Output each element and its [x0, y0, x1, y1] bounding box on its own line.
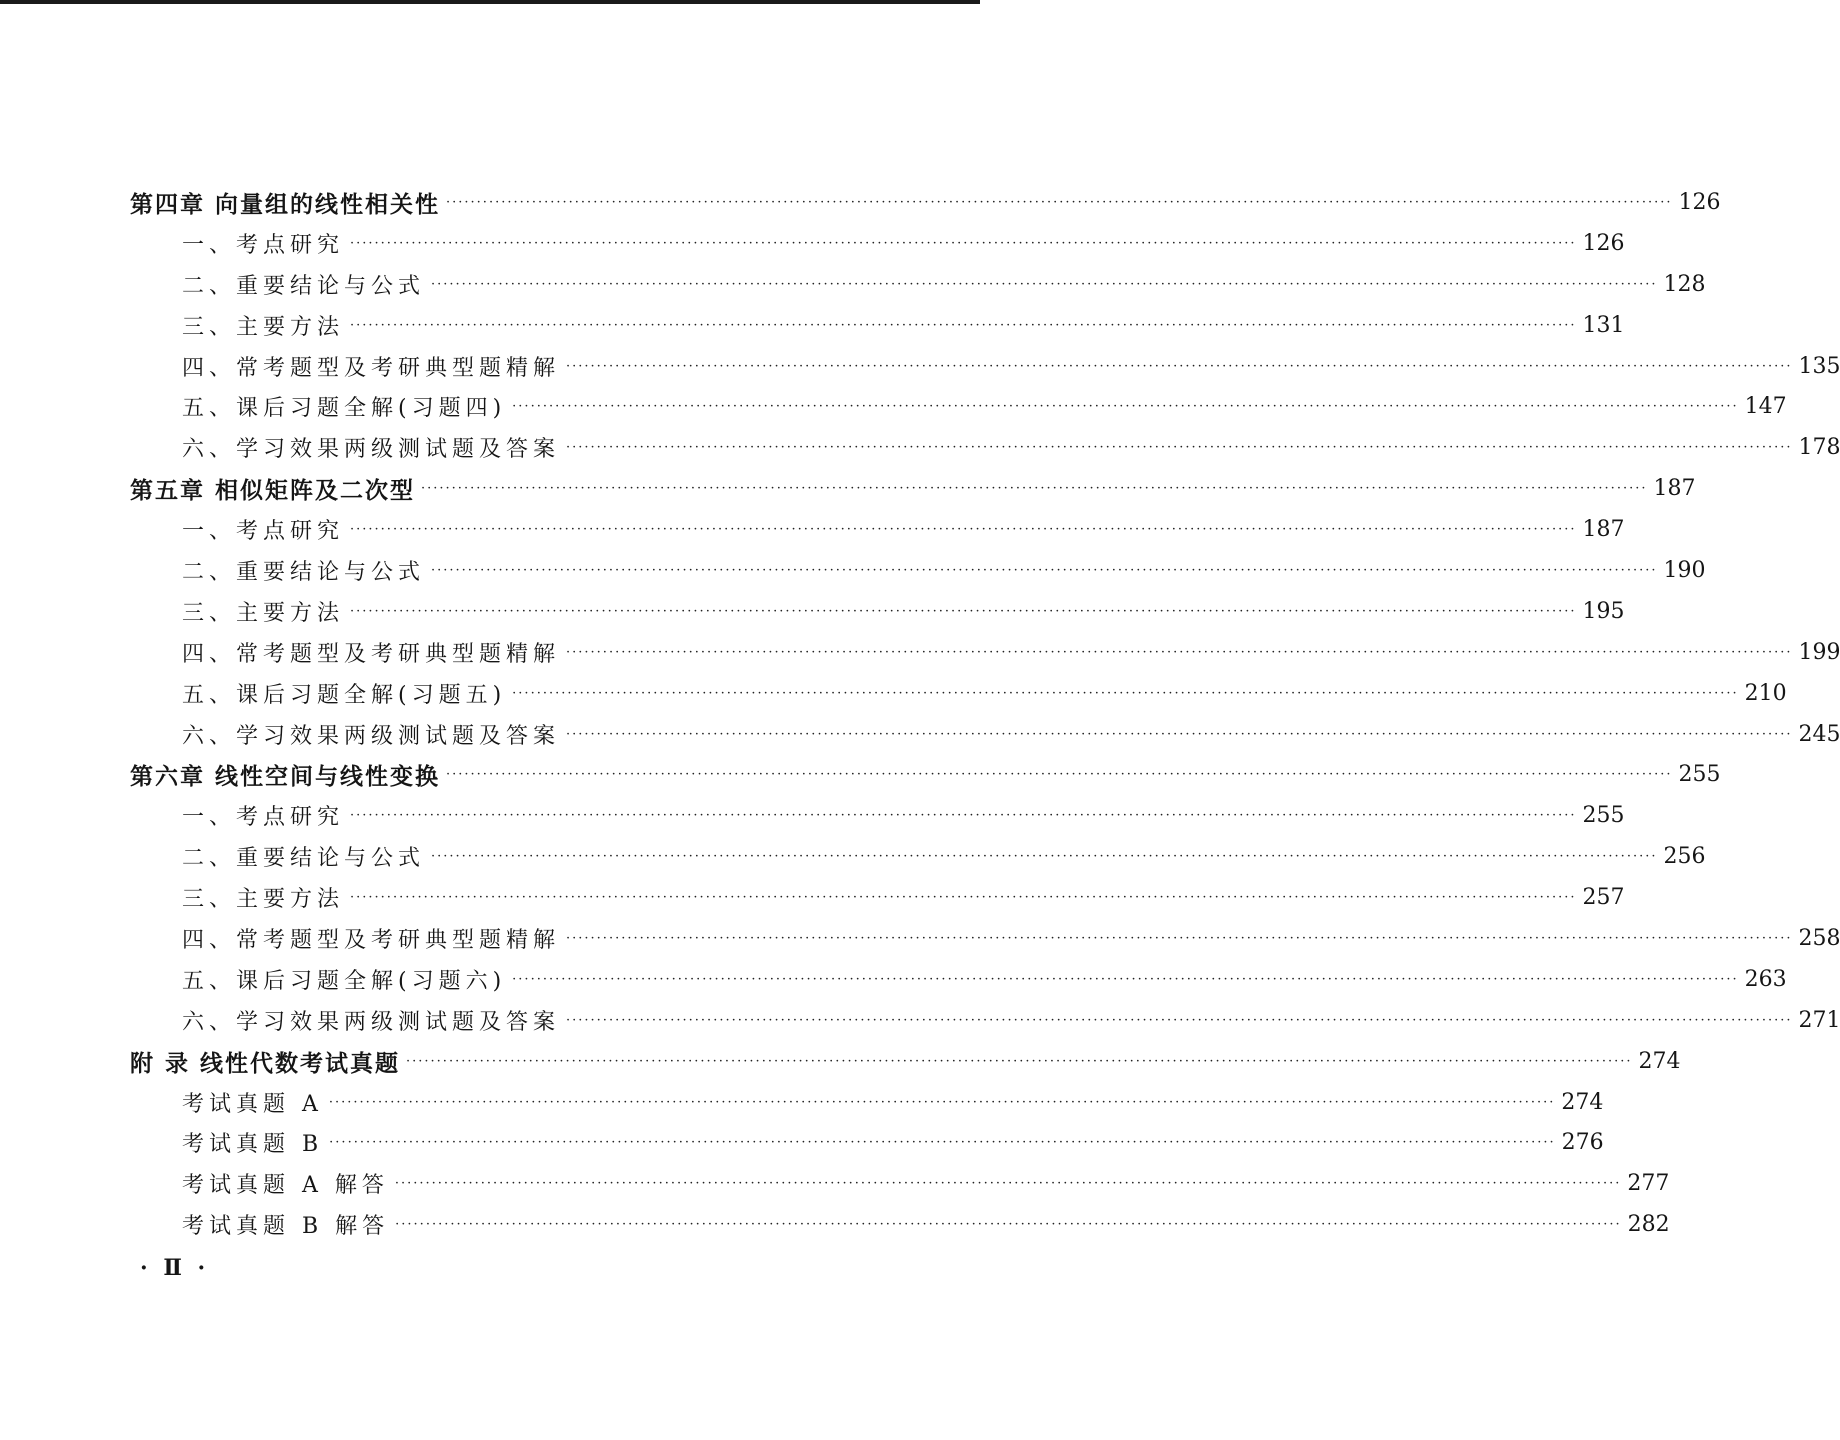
- toc-page-number: 255: [1678, 762, 1721, 788]
- toc-chapter-entry[interactable]: [130, 1041, 1681, 1082]
- dot-leader: ········································································································································································································: [329, 1135, 1556, 1151]
- toc-entry-title: 六、学习效果两级测试题及答案: [182, 723, 561, 749]
- toc-entry-title: 考试真题 B 解答: [182, 1214, 390, 1240]
- toc-section-entry[interactable]: [130, 795, 1625, 836]
- toc-page-number: 276: [1561, 1130, 1604, 1156]
- toc-section-entry[interactable]: [130, 1082, 1604, 1123]
- dot-leader: ········································································································································································································: [431, 849, 1658, 865]
- toc-entry-title: 六、学习效果两级测试题及答案: [182, 437, 561, 463]
- dot-leader: ········································································································································································································: [512, 971, 1739, 987]
- toc-page-number: 147: [1744, 394, 1787, 420]
- toc-section-entry[interactable]: [130, 1163, 1670, 1204]
- toc-entry-title: 四、常考题型及考研典型题精解: [182, 927, 561, 953]
- toc-page-number: 210: [1744, 680, 1787, 706]
- toc-page-number: 245: [1798, 721, 1840, 747]
- page-number-footer: · Ⅱ ·: [140, 1255, 210, 1281]
- dot-leader: ········································································································································································································: [350, 808, 1577, 824]
- toc-page-number: 256: [1663, 844, 1706, 870]
- toc-chapter-entry[interactable]: [130, 468, 1696, 509]
- toc-page-number: 263: [1744, 966, 1787, 992]
- dot-leader: ········································································································································································································: [566, 726, 1793, 742]
- toc-page-number: 178: [1798, 435, 1840, 461]
- top-border-rule: [0, 0, 980, 4]
- toc-page-number: 277: [1627, 1171, 1670, 1197]
- dot-leader: ········································································································································································································: [566, 930, 1793, 946]
- toc-section-entry[interactable]: [130, 550, 1706, 591]
- toc-entry-title: 第六章 线性空间与线性变换: [130, 763, 441, 791]
- toc-section-entry[interactable]: [130, 1000, 1840, 1041]
- toc-entry-title: 附 录 线性代数考试真题: [130, 1049, 401, 1077]
- dot-leader: ········································································································································································································: [566, 644, 1793, 660]
- toc-section-entry[interactable]: [130, 918, 1840, 959]
- toc-page-number: 271: [1798, 1007, 1840, 1033]
- toc-section-entry[interactable]: [130, 591, 1625, 632]
- toc-page-number: 255: [1582, 803, 1625, 829]
- toc-entry-title: 一、考点研究: [182, 519, 345, 545]
- toc-entry-title: 五、课后习题全解(习题四): [182, 396, 507, 422]
- toc-section-entry[interactable]: [130, 305, 1625, 346]
- toc-section-entry[interactable]: [130, 673, 1787, 714]
- dot-leader: ········································································································································································································: [350, 603, 1577, 619]
- dot-leader: ········································································································································································································: [328, 1094, 1556, 1110]
- toc-page-number: 282: [1627, 1212, 1670, 1238]
- toc-page-number: 274: [1638, 1048, 1681, 1074]
- dot-leader: ········································································································································································································: [431, 276, 1658, 292]
- toc-page-number: 135: [1798, 353, 1840, 379]
- toc-entry-title: 三、主要方法: [182, 600, 345, 626]
- dot-leader: ········································································································································································································: [566, 358, 1793, 374]
- dot-leader: ········································································································································································································: [421, 481, 1648, 497]
- toc-entry-title: 五、课后习题全解(习题五): [182, 682, 507, 708]
- toc-page-number: 258: [1798, 925, 1840, 951]
- toc-section-entry[interactable]: [130, 427, 1840, 468]
- toc-section-entry[interactable]: [130, 632, 1840, 673]
- toc-section-entry[interactable]: [130, 714, 1840, 755]
- dot-leader: ········································································································································································································: [350, 890, 1577, 906]
- toc-entry-title: 三、主要方法: [182, 314, 345, 340]
- dot-leader: ········································································································································································································: [431, 562, 1658, 578]
- toc-section-entry[interactable]: [130, 877, 1625, 918]
- toc-page-number: 199: [1798, 639, 1840, 665]
- toc-section-entry[interactable]: [130, 959, 1787, 1000]
- toc-entry-title: 二、重要结论与公式: [182, 559, 426, 585]
- toc-section-entry[interactable]: [130, 1204, 1670, 1245]
- toc-entry-title: 五、课后习题全解(习题六): [182, 968, 507, 994]
- toc-page-number: 128: [1663, 271, 1706, 297]
- toc-page-number: 187: [1653, 476, 1696, 502]
- toc-page-number: 190: [1663, 557, 1706, 583]
- dot-leader: ········································································································································································································: [566, 440, 1793, 456]
- dot-leader: ········································································································································································································: [395, 1217, 1622, 1233]
- toc-section-entry[interactable]: [130, 509, 1625, 550]
- toc-entry-title: 第五章 相似矩阵及二次型: [130, 477, 416, 505]
- toc-entry-title: 六、学习效果两级测试题及答案: [182, 1009, 561, 1035]
- toc-page-number: 187: [1582, 517, 1625, 543]
- toc-page-number: 126: [1678, 189, 1721, 215]
- toc-page-number: 274: [1561, 1089, 1604, 1115]
- dot-leader: ········································································································································································································: [446, 767, 1673, 783]
- toc-entry-title: 三、主要方法: [182, 887, 345, 913]
- dot-leader: ········································································································································································································: [512, 399, 1739, 415]
- toc-entry-title: 考试真题 A 解答: [182, 1173, 389, 1199]
- toc-section-entry[interactable]: [130, 223, 1625, 264]
- toc-page-number: 257: [1582, 885, 1625, 911]
- toc-entry-title: 一、考点研究: [182, 805, 345, 831]
- dot-leader: ········································································································································································································: [566, 1012, 1793, 1028]
- dot-leader: ········································································································································································································: [394, 1176, 1622, 1192]
- toc-page-number: 126: [1582, 230, 1625, 256]
- toc-entry-title: 四、常考题型及考研典型题精解: [182, 641, 561, 667]
- toc-page-number: 195: [1582, 598, 1625, 624]
- toc-chapter-entry[interactable]: [130, 754, 1721, 795]
- dot-leader: ········································································································································································································: [350, 522, 1577, 538]
- dot-leader: ········································································································································································································: [512, 685, 1739, 701]
- toc-entry-title: 考试真题 B: [182, 1132, 324, 1158]
- toc-entry-title: 第四章 向量组的线性相关性: [130, 190, 441, 218]
- dot-leader: ········································································································································································································: [350, 317, 1577, 333]
- toc-entry-title: 一、考点研究: [182, 232, 345, 258]
- table-of-contents: [130, 182, 1840, 1245]
- toc-section-entry[interactable]: [130, 264, 1706, 305]
- toc-section-entry[interactable]: [130, 386, 1787, 427]
- toc-section-entry[interactable]: [130, 346, 1840, 387]
- toc-chapter-entry[interactable]: [130, 182, 1721, 223]
- dot-leader: ········································································································································································································: [350, 235, 1577, 251]
- toc-entry-title: 二、重要结论与公式: [182, 846, 426, 872]
- toc-entry-title: 考试真题 A: [182, 1091, 323, 1117]
- toc-entry-title: 二、重要结论与公式: [182, 273, 426, 299]
- dot-leader: ········································································································································································································: [406, 1053, 1633, 1069]
- toc-section-entry[interactable]: [130, 1122, 1604, 1163]
- dot-leader: ········································································································································································································: [446, 194, 1673, 210]
- toc-entry-title: 四、常考题型及考研典型题精解: [182, 355, 561, 381]
- toc-page-number: 131: [1582, 312, 1625, 338]
- toc-section-entry[interactable]: [130, 836, 1706, 877]
